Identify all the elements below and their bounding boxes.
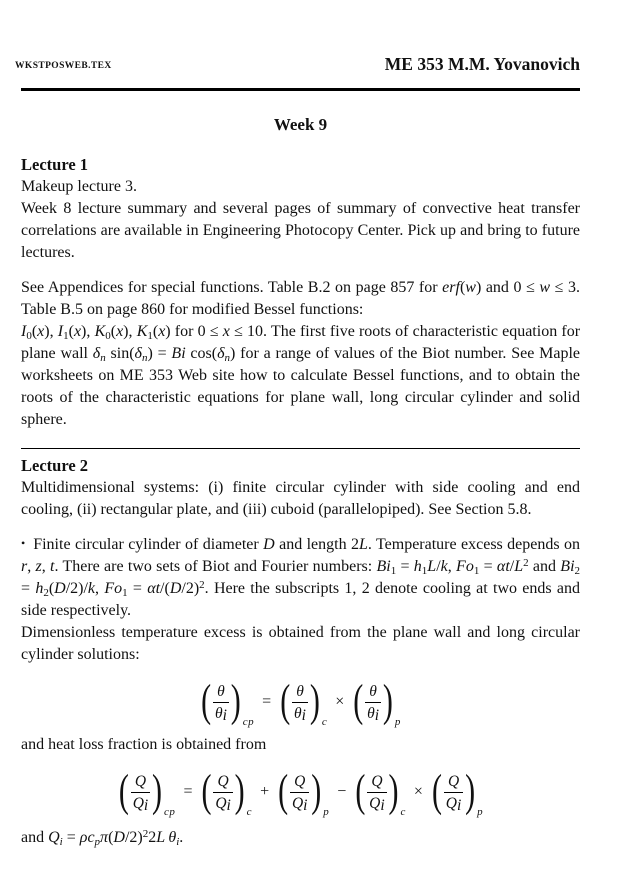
appendices-paragraph: See Appendices for special functions. Table B.2 on page 857 for erf(w) and 0 ≤ w ≤ 3. Table B.5 on page 860 for modified Bessel functions: $I_0(x)$, $I_1(x)$, $K_0(x)$, $K_1(x)$ for 0 ≤ x ≤ 10. The first five roots of characteristic equation for plane wall $\delta_n$ $\sin(\delta_n) = Bi$ $\cos(\delta_n)$ for a range of values of the Biot number. See Maple worksheets on ME 353 Web site how to calculate Bessel functions, and to obtain the roots of the characteristic equations for plane wall, long circular cylinder and solid sphere.: [21, 279, 581, 428]
week8-summary-paragraph: Week 8 lecture summary and several pages of summary of convective heat transfer correlations are available in Engineering Photocopy Center. Pick up and bring to future lectures.: [21, 200, 580, 261]
minus-operator: −: [337, 783, 347, 800]
left-paren: (: [118, 766, 129, 816]
numerator: [290, 772, 309, 793]
denominator: [292, 793, 308, 813]
theta-symbol: θ: [296, 682, 304, 700]
denominator: [133, 793, 149, 813]
denominator: [215, 793, 231, 813]
group-subscript: cp: [242, 716, 255, 728]
cylinder-text: Finite circular cylinder of diameter D and length 2L. Temperature excess depends on r, z, t. There are two sets of Biot and Fourier numbers: $Bi_1 = h_1L/k$, $Fo_1 = \alpha t/L^2$ and $Bi_2 = h_2(D/2)/k$, $Fo_1 = \alpha t/(D/2)^2$. Here the subscripts 1, 2 denote cooling at two ends and side respectively.: [21, 536, 581, 619]
temperature-excess-equation: [21, 675, 580, 729]
right-paren: ): [309, 676, 320, 726]
numerator: [213, 772, 232, 793]
equals-operator: =: [183, 783, 193, 800]
cylinder-bullet-paragraph: [21, 534, 580, 622]
numerator: [444, 772, 463, 793]
qi-definition-paragraph: and $Q_i = \rho c_p\pi(D/2)^22L$ $\theta_i$.: [21, 828, 184, 848]
theta-symbol: θ: [217, 682, 225, 700]
group-subscript: c: [400, 806, 406, 818]
q-fraction: [290, 772, 309, 813]
header-rule: [21, 88, 580, 91]
theta-ratio-group-cp: [200, 676, 255, 728]
q-symbol: Q: [215, 794, 227, 812]
plus-operator: +: [260, 783, 270, 800]
group-subscript: c: [246, 806, 253, 818]
numerator: [365, 682, 381, 703]
theta-fraction: [292, 682, 308, 723]
i-subscript: i: [303, 796, 308, 814]
lecture1-heading: Lecture 1: [21, 155, 89, 174]
right-paren: ): [234, 766, 245, 816]
group-subscript: p: [477, 806, 484, 818]
q-symbol: Q: [291, 794, 304, 812]
left-paren: (: [280, 676, 291, 726]
heat-loss-equation: [21, 765, 580, 819]
denominator: [367, 703, 379, 723]
q-symbol: Q: [445, 794, 457, 812]
right-paren: ): [382, 676, 393, 726]
heat-loss-intro: and heat loss fraction is obtained from: [21, 736, 267, 753]
q-ratio-group-p1: [277, 766, 330, 818]
left-paren: (: [201, 676, 212, 726]
makeup-lecture-text: Makeup lecture 3.: [21, 178, 137, 195]
denominator: [369, 793, 385, 813]
q-symbol: Q: [294, 772, 306, 790]
right-paren: ): [152, 766, 163, 816]
week-title: Week 9: [273, 115, 328, 134]
theta-ratio-group-p: [352, 676, 401, 728]
right-paren: ): [230, 676, 241, 726]
theta-symbol: θ: [367, 704, 375, 722]
document-page: [0, 54, 630, 884]
i-subscript: i: [301, 706, 306, 724]
q-symbol: Q: [134, 772, 147, 790]
equals-operator: =: [262, 693, 272, 710]
q-fraction: [367, 772, 386, 813]
lecture2-intro-paragraph: Multidimensional systems: (i) finite circular cylinder with side cooling and end cooling, (ii) rectangular plate, and (iii) cuboid (parallelopiped). See Section 5.8.: [21, 479, 580, 518]
theta-symbol: θ: [294, 704, 302, 722]
numerator: [292, 682, 308, 703]
numerator: [367, 772, 386, 793]
right-paren: ): [388, 766, 399, 816]
lecture2-heading: Lecture 2: [21, 456, 89, 475]
theta-symbol: θ: [214, 704, 223, 722]
i-subscript: i: [226, 796, 231, 814]
group-subscript: p: [394, 716, 401, 728]
right-paren: ): [311, 766, 322, 816]
course-header: ME 353 M.M. Yovanovich: [384, 54, 580, 74]
theta-fraction: [365, 682, 381, 723]
q-symbol: Q: [447, 772, 460, 790]
dimensionless-intro-paragraph: Dimensionless temperature excess is obtained from the plane wall and long circular cylinder solutions:: [21, 624, 580, 663]
i-subscript: i: [143, 796, 149, 814]
group-subscript: cp: [164, 806, 176, 818]
filename-label: WKSTPOSWEB.TEX: [15, 61, 112, 71]
theta-ratio-group-c: [279, 676, 328, 728]
theta-fraction: [213, 682, 229, 723]
left-paren: (: [353, 676, 364, 726]
left-paren: (: [201, 766, 212, 816]
right-paren: ): [465, 766, 476, 816]
numerator: [213, 682, 229, 703]
q-symbol: Q: [217, 772, 229, 790]
denominator: [294, 703, 306, 723]
q-fraction: [213, 772, 232, 813]
denominator: [446, 793, 462, 813]
q-symbol: Q: [132, 794, 144, 812]
group-subscript: p: [323, 806, 330, 818]
left-paren: (: [355, 766, 366, 816]
q-ratio-group-c1: [200, 766, 253, 818]
i-subscript: i: [222, 706, 227, 724]
theta-symbol: θ: [369, 682, 377, 700]
q-ratio-group-c2: [354, 766, 406, 818]
left-paren: (: [431, 766, 442, 816]
i-subscript: i: [457, 796, 462, 814]
q-ratio-group-p2: [431, 766, 484, 818]
numerator: [131, 772, 150, 793]
q-ratio-group-cp: [118, 766, 176, 818]
times-operator: ×: [413, 783, 423, 800]
left-paren: (: [278, 766, 289, 816]
times-operator: ×: [335, 693, 345, 710]
q-symbol: Q: [371, 772, 383, 790]
i-subscript: i: [380, 796, 385, 814]
bullet-icon: •: [21, 536, 26, 550]
q-fraction: [444, 772, 463, 813]
group-subscript: c: [321, 716, 328, 728]
section-rule: [21, 448, 580, 449]
q-fraction: [131, 772, 150, 813]
i-subscript: i: [374, 706, 380, 724]
q-symbol: Q: [369, 794, 381, 812]
denominator: [215, 703, 227, 723]
